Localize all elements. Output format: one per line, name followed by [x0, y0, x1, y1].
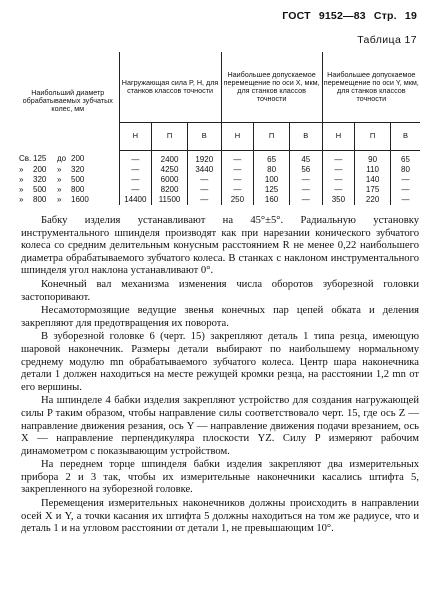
table-cell: 175 [355, 185, 391, 195]
table-cell: 1920 [187, 150, 221, 165]
diameter-range-mid: » [57, 184, 62, 194]
table-cell: 56 [289, 165, 322, 175]
diameter-range-cell [17, 150, 119, 165]
table-cell: 250 [221, 195, 254, 205]
diameter-range-from: 320 [33, 174, 47, 184]
diameter-range-cell [17, 165, 119, 175]
table-cell: — [289, 185, 322, 195]
paragraph: Перемещения измерительных наконечников должны происходить в направлении осей X и Y, а точки касания их штифта 5 должны находиться на том же радиусе, что и деталь 1 и на угловом расстоянии от детали 1, не превышающим 10°. [21, 498, 419, 535]
diameter-range-mid: » [57, 174, 62, 184]
paragraph: На переднем торце шпинделя бабки изделия закрепляют два измерительных прибора 2 и 3 так, чтобы их измерительные наконечники касались штифта 5, закрепленного на зуборезной головке. [21, 459, 419, 496]
table-cell: 350 [322, 195, 355, 205]
paragraph: Бабку изделия устанавливают на 45°±5°. Радиальную установку инструментального шпинделя производят как при нарезании конического зубчатого колеса со средним делительным конусным расстоянием R не менее 0,22 наибольшего диаметра обрабатываемого зубчатого колеса. В станках с наклоном инструментального шпинделя угол наклона устанавливают 0°. [21, 215, 419, 277]
table-cell: 125 [254, 185, 290, 195]
subheader-class: П [152, 123, 188, 150]
table-row [17, 175, 420, 185]
table-cell: — [289, 195, 322, 205]
diameter-range-cell [17, 195, 119, 205]
diameter-range-from: 200 [33, 164, 47, 174]
table-cell: — [221, 185, 254, 195]
table-cell: 2400 [152, 150, 188, 165]
table-cell: 8200 [152, 185, 188, 195]
table-cell: — [322, 150, 355, 165]
table-caption: Таблица 17 [357, 34, 417, 46]
paragraph: Несамотормозящие ведущие звенья конечных пар цепей обката и деления закрепляют для предотвращения их поворота. [21, 305, 419, 329]
diameter-range-mid: » [57, 194, 62, 204]
gost-number: 9152—83 [318, 10, 366, 22]
table-cell: — [289, 175, 322, 185]
gost-label: ГОСТ [282, 10, 311, 22]
table-cell: 90 [355, 150, 391, 165]
table-cell: — [187, 175, 221, 185]
table-cell: 6000 [152, 175, 188, 185]
subheader-class: П [254, 123, 290, 150]
table-cell: 11500 [152, 195, 188, 205]
table-cell: — [322, 175, 355, 185]
table-cell: 110 [355, 165, 391, 175]
table-cell: 4250 [152, 165, 188, 175]
diameter-range-cell [17, 185, 119, 195]
table-cell: 220 [355, 195, 391, 205]
table-cell: — [131, 154, 140, 164]
subheader-class: Н [322, 123, 355, 150]
diameter-range-to: 200 [71, 154, 85, 164]
col-header-diameter: Наибольший диаметр обрабатываемых зубчатых колес, мм [17, 52, 119, 150]
paragraph: На шпинделе 4 бабки изделия закрепляют устройство для создания нагружающей силы P таким образом, чтобы направление силы соответствовало черт. 15, где ось Z — направление движения резания, ось Y — направление движения подачи врезанием, ось X — направление перпендикуляра плоскости YZ. Силу P измеряют рабочим динамометром с показывающим устройством. [21, 395, 419, 457]
spec-table-body [17, 150, 420, 205]
table-cell: 80 [254, 165, 290, 175]
table-cell: — [221, 150, 254, 165]
table-cell: — [187, 185, 221, 195]
diameter-range-to: 800 [71, 184, 85, 194]
diameter-range-to: 500 [71, 174, 85, 184]
diameter-range-from: 500 [33, 184, 47, 194]
diameter-range-pre: » [19, 184, 24, 194]
table-cell: — [131, 184, 140, 194]
body-text [21, 215, 419, 537]
table-cell: 65 [254, 150, 290, 165]
diameter-range-cell [17, 175, 119, 185]
diameter-range-pre: » [19, 194, 24, 204]
table-cell: — [221, 165, 254, 175]
group-header-force: Нагружающая сила P, Н, для станков классов точности [119, 52, 221, 123]
table-cell: 80 [390, 165, 420, 175]
subheader-class: Н [221, 123, 254, 150]
page-header-text [277, 10, 417, 22]
diameter-range-pre: » [19, 174, 24, 184]
diameter-range-pre: » [19, 164, 24, 174]
subheader-class: Н [119, 123, 152, 150]
table-cell: — [221, 175, 254, 185]
diameter-range-pre: Св. [19, 154, 32, 164]
table-cell: 3440 [187, 165, 221, 175]
table-cell: — [131, 164, 140, 174]
table-cell: — [390, 195, 420, 205]
group-header-y-displacement: Наибольшее допускаемое перемещение по оси Y, мкм, для станков классов точности [322, 52, 420, 123]
table-row [17, 150, 420, 165]
table-row [17, 195, 420, 205]
table-cell: — [322, 165, 355, 175]
diameter-range-from: 125 [33, 154, 47, 164]
diameter-range-to: 320 [71, 164, 85, 174]
table-cell: — [187, 195, 221, 205]
table-cell: — [390, 185, 420, 195]
table-row [17, 165, 420, 175]
table-cell: 45 [289, 150, 322, 165]
group-header-x-displacement: Наибольшее допускаемое перемещение по оси X, мкм, для станков классов точности [221, 52, 322, 123]
subheader-class: П [355, 123, 391, 150]
table-cell: 160 [254, 195, 290, 205]
paragraph: Конечный вал механизма изменения числа оборотов зуборезной головки застопоривают. [21, 278, 419, 303]
table-cell: — [131, 174, 140, 184]
page-number: 19 [404, 10, 417, 22]
table-cell: 100 [254, 175, 290, 185]
table-cell: 14400 [124, 194, 147, 204]
subheader-class: В [390, 123, 420, 150]
spec-table [17, 52, 420, 205]
page-header [0, 10, 439, 24]
table-cell: 140 [355, 175, 391, 185]
diameter-range-mid: » [57, 164, 62, 174]
paragraph: В зуборезной головке 6 (черт. 15) закрепляют деталь 1 типа резца, имеющую шаровой наконечник. Размеры детали выбирают по наибольшему нормальному среднему модулю mn обрабатываемого зубчатого колеса. Центр шара наконечника детали 1 должен находиться на месте режущей кромки резца, на расстоянии 1,2 mn от его вершины. [21, 331, 419, 393]
table-cell: 65 [390, 150, 420, 165]
table-cell: — [390, 175, 420, 185]
diameter-range-mid: до [57, 154, 67, 164]
page-label: Стр. [373, 10, 397, 22]
subheader-class: В [187, 123, 221, 150]
diameter-range-to: 1600 [71, 194, 89, 204]
table-row [17, 185, 420, 195]
diameter-range-from: 800 [33, 194, 47, 204]
table-cell: — [322, 185, 355, 195]
subheader-class: В [289, 123, 322, 150]
